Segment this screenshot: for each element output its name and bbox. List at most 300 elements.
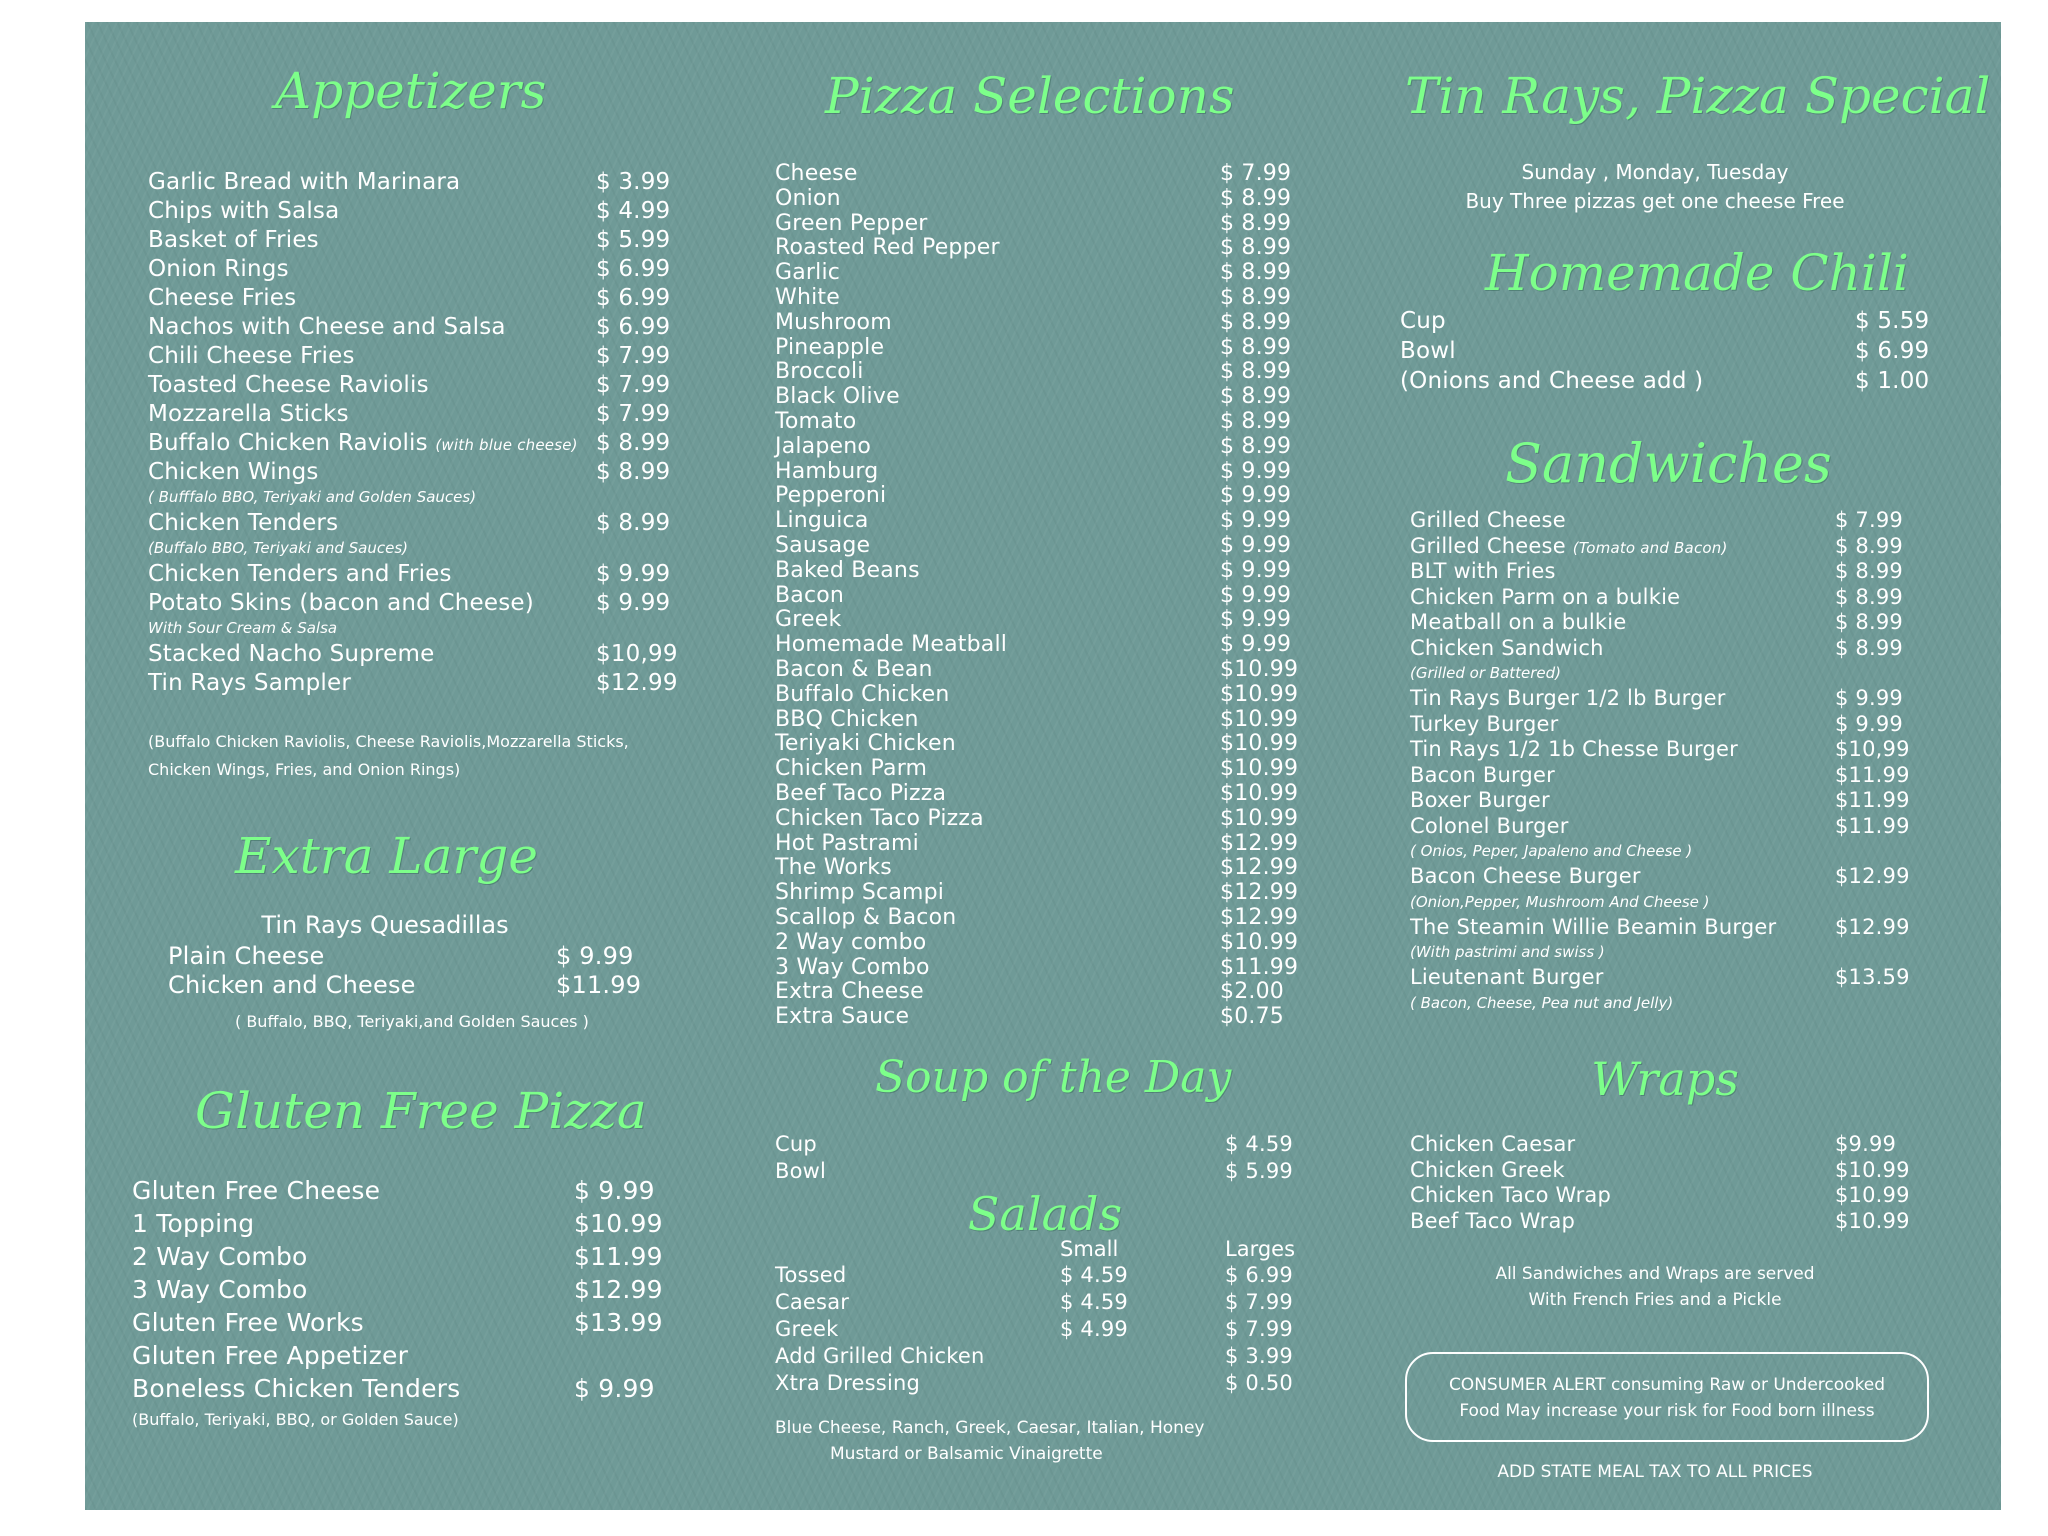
pizza-item-price: $ 9.99: [1220, 582, 1292, 608]
appetizer-price: $ 4.99: [596, 198, 671, 224]
gluten-free-item-row: [132, 1339, 632, 1372]
appetizer-price: $ 7.99: [596, 372, 671, 398]
gluten-free-item-row: [132, 1207, 663, 1240]
gluten-free-item-row: [132, 1240, 663, 1273]
appetizers-list: [148, 168, 748, 698]
pizza-item-row: [775, 162, 1335, 187]
appetizer-note: (Buffalo BBO, Teriyaki and Sauces): [148, 539, 409, 557]
wrap-name: Beef Taco Wrap: [1410, 1208, 1576, 1233]
appetizer-row: [148, 429, 748, 458]
appetizer-row: [148, 168, 748, 197]
salad-row: [775, 1289, 1335, 1316]
pizza-item-row: [775, 906, 1335, 931]
gluten-free-item-row: [132, 1372, 655, 1405]
sandwich-price: $13.59: [1835, 965, 1910, 989]
appetizer-row: [148, 589, 748, 618]
quesadillas-subtitle: Tin Rays Quesadillas: [261, 911, 509, 939]
appetizer-row: [148, 669, 748, 698]
wraps-note-2: With French Fries and a Pickle: [1528, 1290, 1782, 1310]
sandwich-name: Tin Rays Burger 1/2 lb Burger: [1410, 686, 1726, 710]
salad-row: [775, 1343, 1335, 1370]
appetizer-name: Potato Skins (bacon and Cheese): [148, 590, 534, 616]
pizza-item-row: [775, 460, 1335, 485]
gluten-free-item-name: Boneless Chicken Tenders: [132, 1374, 461, 1403]
chili-item-name: Bowl: [1400, 338, 1456, 364]
sandwich-detail: (Tomato and Bacon): [1572, 538, 1728, 557]
sandwich-row: [1410, 864, 1930, 890]
salad-row: [775, 1316, 1335, 1343]
sandwiches-heading: Sandwiches: [1505, 432, 1832, 495]
pizza-item-name: Green Pepper: [775, 210, 928, 236]
sandwich-row: [1410, 763, 1930, 789]
dressing-note-1: Blue Cheese, Ranch, Greek, Caesar, Italian, Honey: [775, 1418, 1205, 1438]
pizza-item-price: $ 8.99: [1220, 309, 1292, 335]
sampler-note-2: Chicken Wings, Fries, and Onion Rings): [148, 760, 461, 779]
sandwich-name: Meatball on a bulkie: [1410, 610, 1627, 634]
sandwich-name: BLT with Fries: [1410, 559, 1556, 583]
pizza-item-price: $ 9.99: [1220, 607, 1292, 633]
pizza-item-row: [775, 807, 1335, 832]
pizza-item-name: Pepperoni: [775, 483, 887, 509]
pizza-item-row: [775, 484, 1335, 509]
chili-item-row: [1400, 306, 1940, 336]
pizza-item-price: $ 8.99: [1220, 210, 1292, 236]
appetizer-name: Tin Rays Sampler: [148, 670, 351, 696]
appetizer-row: [148, 255, 748, 284]
chili-list: [1400, 306, 1940, 396]
sandwich-name: Lieutenant Burger: [1410, 965, 1604, 989]
pizza-item-name: Chicken Taco Pizza: [775, 805, 984, 831]
appetizer-row: [148, 313, 748, 342]
chili-item-price: $ 1.00: [1855, 368, 1930, 394]
salad-name: Greek: [775, 1317, 839, 1341]
pizza-item-name: White: [775, 284, 840, 310]
sandwiches-list: [1410, 508, 1930, 1016]
pizza-item-name: Roasted Red Pepper: [775, 235, 1000, 261]
pizza-item-row: [775, 435, 1335, 460]
pizza-item-row: [775, 336, 1335, 361]
wrap-name: Chicken Taco Wrap: [1410, 1183, 1612, 1207]
pizza-item-price: $10.99: [1220, 756, 1299, 782]
pizza-item-name: Hamburg: [775, 458, 879, 484]
wrap-row: [1410, 1132, 1930, 1158]
appetizer-price: $ 9.99: [596, 590, 671, 616]
sandwich-row: [1410, 585, 1930, 611]
gluten-free-item-row: [132, 1174, 655, 1207]
sandwich-name: Boxer Burger: [1410, 788, 1550, 812]
salads-heading: Salads: [967, 1187, 1123, 1241]
appetizer-name: Mozzarella Sticks: [148, 401, 349, 427]
pizza-item-price: $ 9.99: [1220, 458, 1292, 484]
pizza-item-name: Teriyaki Chicken: [775, 731, 956, 757]
salad-large-price: $ 7.99: [1225, 1290, 1293, 1314]
salad-name: Caesar: [775, 1290, 850, 1314]
special-days: Sunday , Monday, Tuesday: [1521, 160, 1789, 184]
wrap-row: [1410, 1158, 1930, 1184]
sandwich-price: $ 9.99: [1835, 711, 1903, 736]
pizza-item-row: [775, 385, 1335, 410]
gluten-free-item-price: $10.99: [574, 1209, 663, 1238]
pizza-item-row: [775, 633, 1335, 658]
pizza-item-price: $ 9.99: [1220, 557, 1292, 583]
quesadilla-row: [168, 971, 668, 1000]
gluten-free-item-name: 2 Way Combo: [132, 1242, 308, 1271]
sandwich-price: $ 7.99: [1835, 508, 1903, 532]
sandwich-price: $ 8.99: [1835, 559, 1903, 583]
appetizers-heading: Appetizers: [275, 62, 547, 120]
sandwich-name: The Steamin Willie Beamin Burger: [1410, 914, 1777, 939]
chili-heading: Homemade Chili: [1485, 244, 1909, 302]
special-offer: Buy Three pizzas get one cheese Free: [1465, 189, 1845, 213]
extra-large-heading: Extra Large: [235, 827, 538, 885]
sandwich-price: $ 8.99: [1835, 533, 1903, 558]
appetizer-row: [148, 197, 748, 226]
sandwich-price: $ 9.99: [1835, 686, 1903, 710]
pizza-item-name: Cheese: [775, 161, 858, 186]
sandwich-note: ( Onios, Peper, Japaleno and Cheese ): [1410, 842, 1693, 860]
pizza-item-name: Bacon & Bean: [775, 656, 933, 682]
pizza-item-price: $10.99: [1220, 731, 1299, 757]
wrap-name: Chicken Caesar: [1410, 1132, 1576, 1156]
appetizer-note: With Sour Cream & Salsa: [148, 619, 338, 637]
wraps-list: [1410, 1132, 1930, 1234]
salad-name: Tossed: [775, 1263, 847, 1287]
salads-col-large: Larges: [1225, 1237, 1296, 1261]
appetizer-row: [148, 560, 748, 589]
pizza-special-heading: Tin Rays, Pizza Special: [1405, 67, 1991, 125]
appetizer-name: Onion Rings: [148, 256, 289, 282]
pizza-item-name: 3 Way Combo: [775, 954, 930, 980]
consumer-alert-box: [1405, 1352, 1929, 1442]
pizza-item-price: $ 8.99: [1220, 185, 1292, 211]
salad-small-price: $ 4.99: [1060, 1317, 1128, 1341]
gluten-free-item-price: $13.99: [574, 1308, 663, 1337]
appetizer-name: Garlic Bread with Marinara: [148, 169, 461, 195]
pizza-item-name: Homemade Meatball: [775, 632, 1008, 658]
pizza-item-name: Extra Cheese: [775, 979, 924, 1005]
salad-row: [775, 1262, 1335, 1289]
pizza-list: [775, 162, 1335, 1030]
gluten-free-note: (Buffalo, Teriyaki, BBQ, or Golden Sauce): [132, 1410, 459, 1429]
pizza-item-row: [775, 236, 1335, 261]
soup-item-price: $ 4.59: [1225, 1132, 1293, 1156]
wrap-price: $10.99: [1835, 1183, 1910, 1207]
appetizer-row: [148, 284, 748, 313]
salad-large-price: $ 6.99: [1225, 1263, 1293, 1287]
pizza-item-name: The Works: [775, 855, 892, 881]
sandwich-name: Bacon Cheese Burger: [1410, 864, 1641, 888]
wrap-row: [1410, 1183, 1930, 1209]
appetizer-name: Chicken Tenders: [148, 510, 339, 536]
pizza-item-row: [775, 360, 1335, 385]
gluten-free-item-price: $ 9.99: [574, 1176, 655, 1205]
chili-item-price: $ 5.59: [1855, 308, 1930, 334]
pizza-item-name: Sausage: [775, 532, 871, 558]
sandwich-name: Bacon Burger: [1410, 762, 1555, 787]
soup-item-price: $ 5.99: [1225, 1159, 1293, 1183]
sandwich-row: [1410, 559, 1930, 585]
sandwich-price: $11.99: [1835, 762, 1910, 787]
appetizer-row: [148, 458, 748, 487]
pizza-item-name: Pineapple: [775, 334, 885, 360]
pizza-item-row: [775, 683, 1335, 708]
pizza-item-price: $ 9.99: [1220, 532, 1292, 558]
gluten-free-item-row: [132, 1306, 663, 1339]
wrap-row: [1410, 1209, 1930, 1235]
pizza-item-row: [775, 187, 1335, 212]
sandwich-note: (Grilled or Battered): [1410, 664, 1562, 682]
wrap-name: Chicken Greek: [1410, 1157, 1565, 1182]
appetizer-price: $ 7.99: [596, 343, 671, 369]
sandwich-row: [1410, 965, 1930, 991]
pizza-item-row: [775, 1005, 1335, 1030]
sandwich-name: Grilled Cheese (Tomato and Bacon): [1410, 533, 1728, 558]
pizza-item-row: [775, 608, 1335, 633]
pizza-item-price: $12.99: [1220, 855, 1299, 881]
chili-item-row: [1400, 336, 1940, 366]
soup-heading: Soup of the Day: [875, 1052, 1232, 1103]
appetizer-name: Nachos with Cheese and Salsa: [148, 314, 506, 340]
quesadilla-name: Chicken and Cheese: [168, 971, 416, 999]
appetizer-name: Buffalo Chicken Raviolis (with blue cheese): [148, 430, 578, 456]
quesadilla-row: [168, 942, 668, 971]
pizza-item-row: [775, 212, 1335, 237]
pizza-item-name: Buffalo Chicken: [775, 681, 950, 707]
extra-large-note: ( Buffalo, BBQ, Teriyaki,and Golden Sauces ): [235, 1012, 589, 1031]
salad-large-price: $ 3.99: [1225, 1344, 1293, 1368]
quesadilla-price: $11.99: [556, 971, 642, 999]
pizza-item-row: [775, 931, 1335, 956]
pizza-item-row: [775, 782, 1335, 807]
pizza-item-name: Beef Taco Pizza: [775, 780, 947, 806]
sandwich-name: Grilled Cheese: [1410, 508, 1566, 532]
wraps-note-1: All Sandwiches and Wraps are served: [1495, 1264, 1815, 1284]
appetizer-price: $ 9.99: [596, 561, 671, 587]
salad-row: [775, 1370, 1335, 1397]
pizza-item-name: Shrimp Scampi: [775, 880, 945, 906]
appetizer-row: [148, 509, 748, 538]
sandwich-price: $10,99: [1835, 737, 1910, 761]
soup-item-row: [775, 1131, 1335, 1158]
pizza-item-row: [775, 286, 1335, 311]
pizza-item-price: $ 8.99: [1220, 408, 1292, 434]
pizza-item-name: Hot Pastrami: [775, 830, 919, 856]
salads-list: [775, 1262, 1335, 1397]
wrap-price: $9.99: [1835, 1132, 1897, 1156]
appetizer-name: Chips with Salsa: [148, 198, 340, 224]
gluten-free-list: [132, 1174, 663, 1405]
appetizer-price: $ 5.99: [596, 227, 671, 253]
pizza-item-price: $ 9.99: [1220, 483, 1292, 509]
gluten-free-item-name: 3 Way Combo: [132, 1275, 308, 1304]
sandwich-name: Colonel Burger: [1410, 813, 1569, 838]
gluten-free-item-row: [132, 1273, 663, 1306]
appetizer-name: Basket of Fries: [148, 227, 319, 253]
soup-item-row: [775, 1158, 1335, 1185]
sandwich-note: (With pastrimi and swiss ): [1410, 943, 1605, 961]
salad-name: Add Grilled Chicken: [775, 1344, 985, 1368]
pizza-item-price: $10.99: [1220, 929, 1299, 955]
pizza-item-row: [775, 956, 1335, 981]
salad-small-price: $ 4.59: [1060, 1263, 1128, 1287]
appetizer-row: [148, 640, 748, 669]
pizza-item-name: Onion: [775, 185, 841, 211]
gluten-free-item-name: Gluten Free Cheese: [132, 1176, 381, 1205]
soup-list: [775, 1131, 1335, 1185]
pizza-item-name: Broccoli: [775, 359, 864, 385]
appetizer-name: Stacked Nacho Supreme: [148, 641, 435, 667]
salad-small-price: $ 4.59: [1060, 1290, 1128, 1314]
salad-large-price: $ 7.99: [1225, 1317, 1293, 1341]
wrap-price: $10.99: [1835, 1157, 1910, 1182]
wrap-price: $10.99: [1835, 1208, 1910, 1233]
appetizer-price: $ 8.99: [596, 430, 671, 456]
consumer-alert-line-1: CONSUMER ALERT consuming Raw or Undercooked: [1448, 1375, 1886, 1395]
menu-page: [85, 22, 2001, 1510]
pizza-item-price: $12.99: [1220, 880, 1299, 906]
pizza-item-price: $10.99: [1220, 805, 1299, 831]
sandwich-row: [1410, 915, 1930, 941]
pizza-item-row: [775, 708, 1335, 733]
soup-item-name: Cup: [775, 1132, 817, 1156]
gluten-free-item-name: 1 Topping: [132, 1209, 255, 1238]
pizza-item-price: $ 9.99: [1220, 632, 1292, 658]
gluten-free-item-price: $ 9.99: [574, 1374, 655, 1403]
chili-item-price: $ 6.99: [1855, 338, 1930, 364]
pizza-item-name: Jalapeno: [775, 433, 872, 459]
pizza-item-row: [775, 881, 1335, 906]
sandwich-row: [1410, 636, 1930, 662]
pizza-item-price: $12.99: [1220, 830, 1299, 856]
appetizer-row: [148, 226, 748, 255]
salad-large-price: $ 0.50: [1225, 1371, 1293, 1395]
pizza-item-row: [775, 832, 1335, 857]
sandwich-row: [1410, 712, 1930, 738]
appetizer-price: $ 6.99: [596, 285, 671, 311]
pizza-item-row: [775, 261, 1335, 286]
sandwich-row: [1410, 610, 1930, 636]
sandwich-note: ( Bacon, Cheese, Pea nut and Jelly): [1410, 993, 1674, 1012]
gluten-free-heading: Gluten Free Pizza: [195, 1082, 647, 1140]
appetizer-name: Chicken Tenders and Fries: [148, 561, 452, 587]
gluten-free-item-price: $12.99: [574, 1275, 663, 1304]
chili-item-name: (Onions and Cheese add ): [1400, 368, 1704, 394]
appetizer-price: $ 8.99: [596, 510, 671, 536]
pizza-item-name: Tomato: [775, 408, 857, 434]
gluten-free-item-price: $11.99: [574, 1242, 663, 1271]
appetizer-price: $10,99: [596, 641, 678, 667]
pizza-item-price: $ 8.99: [1220, 260, 1292, 286]
appetizer-row: [148, 342, 748, 371]
pizza-item-name: Chicken Parm: [775, 756, 928, 782]
pizza-item-row: [775, 509, 1335, 534]
sandwich-price: $12.99: [1835, 914, 1910, 939]
pizza-heading: Pizza Selections: [825, 67, 1235, 125]
gluten-free-item-name: Gluten Free Works: [132, 1308, 364, 1337]
pizza-item-name: BBQ Chicken: [775, 706, 919, 732]
appetizer-name: Chicken Wings: [148, 459, 319, 485]
pizza-item-row: [775, 410, 1335, 435]
tax-note: ADD STATE MEAL TAX TO ALL PRICES: [1497, 1462, 1813, 1482]
sandwich-price: $ 8.99: [1835, 610, 1903, 634]
appetizer-price: $12.99: [596, 670, 678, 696]
pizza-item-price: $10.99: [1220, 681, 1299, 707]
chili-item-name: Cup: [1400, 308, 1446, 334]
pizza-item-row: [775, 658, 1335, 683]
pizza-item-name: Greek: [775, 607, 842, 633]
sandwich-row: [1410, 508, 1930, 534]
pizza-item-price: $ 8.99: [1220, 284, 1292, 310]
pizza-item-name: Scallop & Bacon: [775, 904, 957, 930]
pizza-item-row: [775, 584, 1335, 609]
sandwich-name: Tin Rays 1/2 1b Chesse Burger: [1410, 737, 1738, 761]
pizza-item-price: $ 9.99: [1220, 508, 1292, 534]
consumer-alert-line-2: Food May increase your risk for Food born illness: [1459, 1401, 1875, 1421]
appetizer-name: Cheese Fries: [148, 285, 297, 311]
sandwich-name: Chicken Parm on a bulkie: [1410, 584, 1681, 609]
pizza-item-name: Baked Beans: [775, 557, 920, 583]
soup-item-name: Bowl: [775, 1159, 827, 1183]
appetizer-price: $ 8.99: [596, 459, 671, 485]
sandwich-price: $ 8.99: [1835, 635, 1903, 660]
appetizer-row: [148, 400, 748, 429]
pizza-item-price: $ 8.99: [1220, 235, 1292, 261]
pizza-item-price: $2.00: [1220, 979, 1284, 1005]
sampler-note-1: (Buffalo Chicken Raviolis, Cheese Raviolis,Mozzarella Sticks,: [148, 732, 629, 751]
pizza-item-row: [775, 757, 1335, 782]
pizza-item-row: [775, 732, 1335, 757]
pizza-item-price: $ 7.99: [1220, 161, 1292, 186]
appetizer-price: $ 3.99: [596, 169, 671, 195]
sandwich-price: $11.99: [1835, 813, 1910, 838]
sandwich-price: $12.99: [1835, 864, 1910, 888]
pizza-item-name: 2 Way combo: [775, 929, 927, 955]
salads-col-small: Small: [1060, 1237, 1119, 1261]
pizza-item-price: $10.99: [1220, 656, 1299, 682]
pizza-item-row: [775, 559, 1335, 584]
pizza-item-row: [775, 311, 1335, 336]
sandwich-note: (Onion,Pepper, Mushroom And Cheese ): [1410, 892, 1710, 911]
appetizer-row: [148, 371, 748, 400]
appetizer-price: $ 6.99: [596, 314, 671, 340]
sandwich-row: [1410, 814, 1930, 840]
pizza-item-price: $11.99: [1220, 954, 1299, 980]
sandwich-row: [1410, 534, 1930, 560]
extra-large-list: [168, 942, 668, 1000]
pizza-item-price: $0.75: [1220, 1004, 1284, 1030]
appetizer-name: Toasted Cheese Raviolis: [148, 372, 429, 398]
sandwich-price: $11.99: [1835, 788, 1910, 812]
pizza-item-row: [775, 534, 1335, 559]
appetizer-price: $ 7.99: [596, 401, 671, 427]
sandwich-price: $ 8.99: [1835, 584, 1903, 609]
appetizer-note: ( Bufffalo BBO, Teriyaki and Golden Sauces): [148, 488, 477, 506]
pizza-item-name: Linguica: [775, 508, 869, 534]
pizza-item-row: [775, 980, 1335, 1005]
pizza-item-price: $10.99: [1220, 706, 1299, 732]
salad-name: Xtra Dressing: [775, 1371, 921, 1395]
quesadilla-price: $ 9.99: [556, 942, 634, 970]
pizza-item-name: Garlic: [775, 260, 841, 286]
dressing-note-2: Mustard or Balsamic Vinaigrette: [830, 1444, 1103, 1464]
sandwich-name: Turkey Burger: [1410, 711, 1559, 736]
pizza-item-name: Extra Sauce: [775, 1004, 910, 1030]
pizza-item-price: $ 8.99: [1220, 334, 1292, 360]
sandwich-row: [1410, 788, 1930, 814]
wraps-heading: Wraps: [1591, 1052, 1739, 1106]
appetizer-name: Chili Cheese Fries: [148, 343, 355, 369]
pizza-item-name: Bacon: [775, 582, 845, 608]
